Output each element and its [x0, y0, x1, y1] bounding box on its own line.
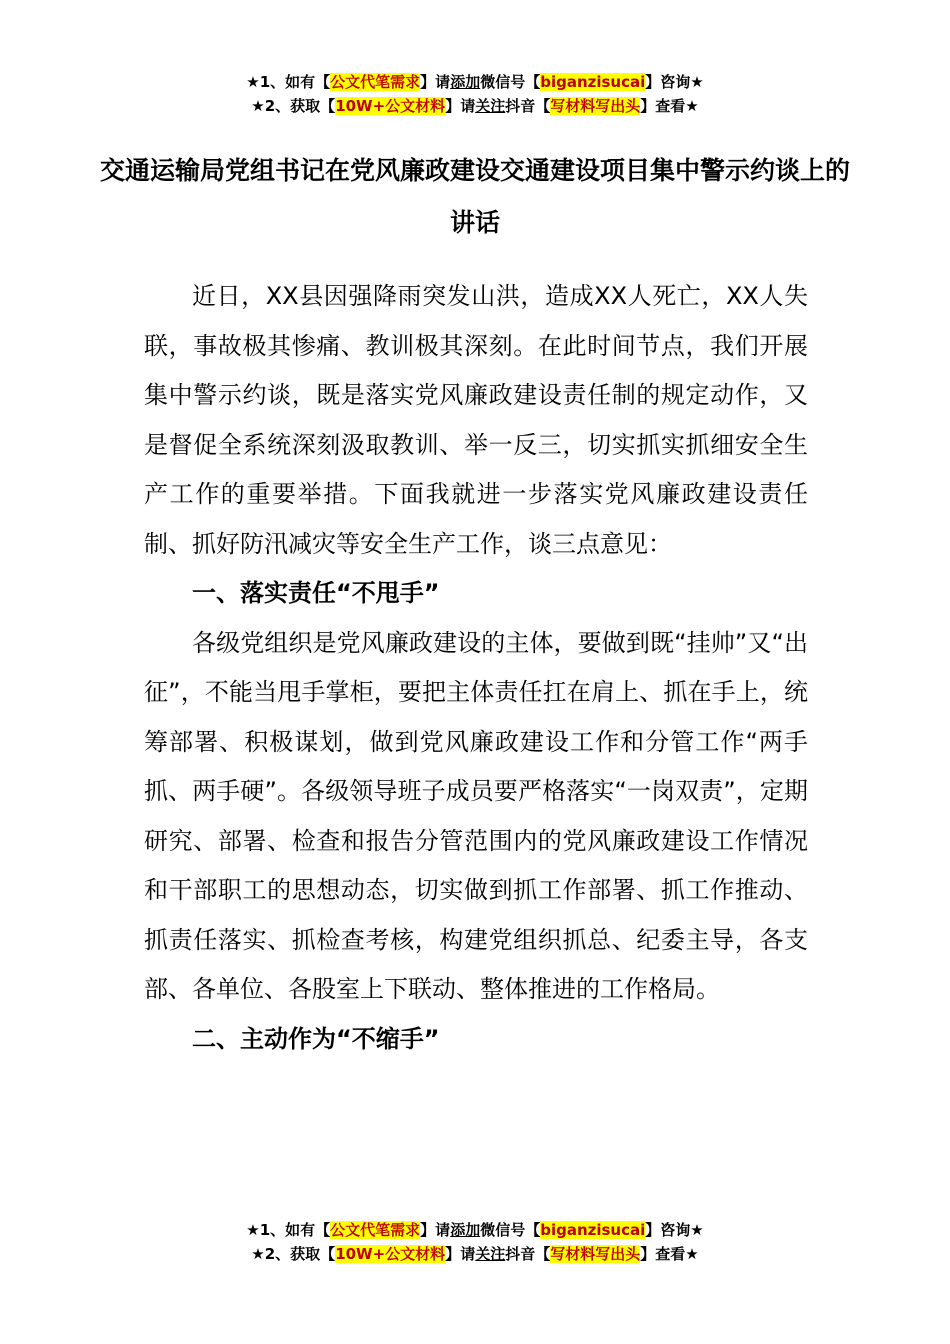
banner-highlight: biganzisucai: [540, 1221, 646, 1239]
banner-highlight: 公文代笔需求: [330, 73, 421, 91]
banner-text: 微信号【: [480, 73, 541, 91]
banner-text: 抖音【: [505, 1245, 551, 1263]
section-paragraph-1: 各级党组织是党风廉政建设的主体，要做到既“挂帅”又“出征”，不能当甩手掌柜，要把主体责任扛在肩上、抓在手上，统筹部署、积极谋划，做到党风廉政建设工作和分管工作“两手抓、两手硬”。各级领导班子成员要严格落实“一岗双责”，定期研究、部署、检查和报告分管范围内的党风廉政建设工作情况和干部职工的思想动态，切实做到抓工作部署、抓工作推动、抓责任落实、抓检查考核，构建党组织抓总、纪委主导，各支部、各单位、各股室上下联动、整体推进的工作格局。: [144, 628, 808, 1003]
banner-line-2: [0, 94, 950, 118]
banner-text: 】查看★: [640, 97, 699, 115]
banner-line-1: [0, 70, 950, 94]
section-heading-2: 二、主动作为“不缩手”: [192, 1024, 440, 1053]
banner-underline: 添加: [450, 1221, 481, 1239]
banner-text: 微信号【: [480, 1221, 541, 1239]
banner-highlight: 写材料写出头: [550, 1245, 641, 1263]
banner-underline: 关注: [475, 97, 506, 115]
banner-underline: 添加: [450, 73, 481, 91]
banner-text: 】请: [445, 1245, 476, 1263]
bottom-banner: [0, 1218, 950, 1266]
banner-highlight: biganzisucai: [540, 73, 646, 91]
banner-text: ★1、如有【: [246, 1221, 331, 1239]
intro-paragraph: 近日，XX县因强降雨突发山洪，造成XX人死亡，XX人失联，事故极其惨痛、教训极其深刻。在此时间节点，我们开展集中警示约谈，既是落实党风廉政建设责任制的规定动作，又是督促全系统深刻汲取教训、举一反三，切实抓实抓细安全生产工作的重要举措。下面我就进一步落实党风廉政建设责任制、抓好防汛减灾等安全生产工作，谈三点意见：: [144, 282, 808, 558]
banner-text: 】请: [445, 97, 476, 115]
document-body: [144, 272, 808, 1064]
banner-highlight: 公文代笔需求: [330, 1221, 421, 1239]
banner-highlight: 写材料写出头: [550, 97, 641, 115]
banner-highlight: 10W+公文材料: [335, 97, 446, 115]
banner-text: ★2、获取【: [251, 1245, 336, 1263]
banner-text: 】请: [420, 73, 451, 91]
banner-text: 抖音【: [505, 97, 551, 115]
banner-text: 】查看★: [640, 1245, 699, 1263]
banner-text: 】请: [420, 1221, 451, 1239]
top-banner: [0, 70, 950, 118]
banner-highlight: 10W+公文材料: [335, 1245, 446, 1263]
document-title: 交通运输局党组书记在党风廉政建设交通建设项目集中警示约谈上的讲话: [100, 156, 851, 237]
banner-line-2: [0, 1242, 950, 1266]
banner-text: ★2、获取【: [251, 97, 336, 115]
banner-underline: 关注: [475, 1245, 506, 1263]
section-heading-1: 一、落实责任“不甩手”: [192, 579, 440, 607]
banner-text: 】咨询★: [645, 73, 704, 91]
banner-text: ★1、如有【: [246, 73, 331, 91]
banner-text: 】咨询★: [645, 1221, 704, 1239]
banner-line-1: [0, 1218, 950, 1242]
